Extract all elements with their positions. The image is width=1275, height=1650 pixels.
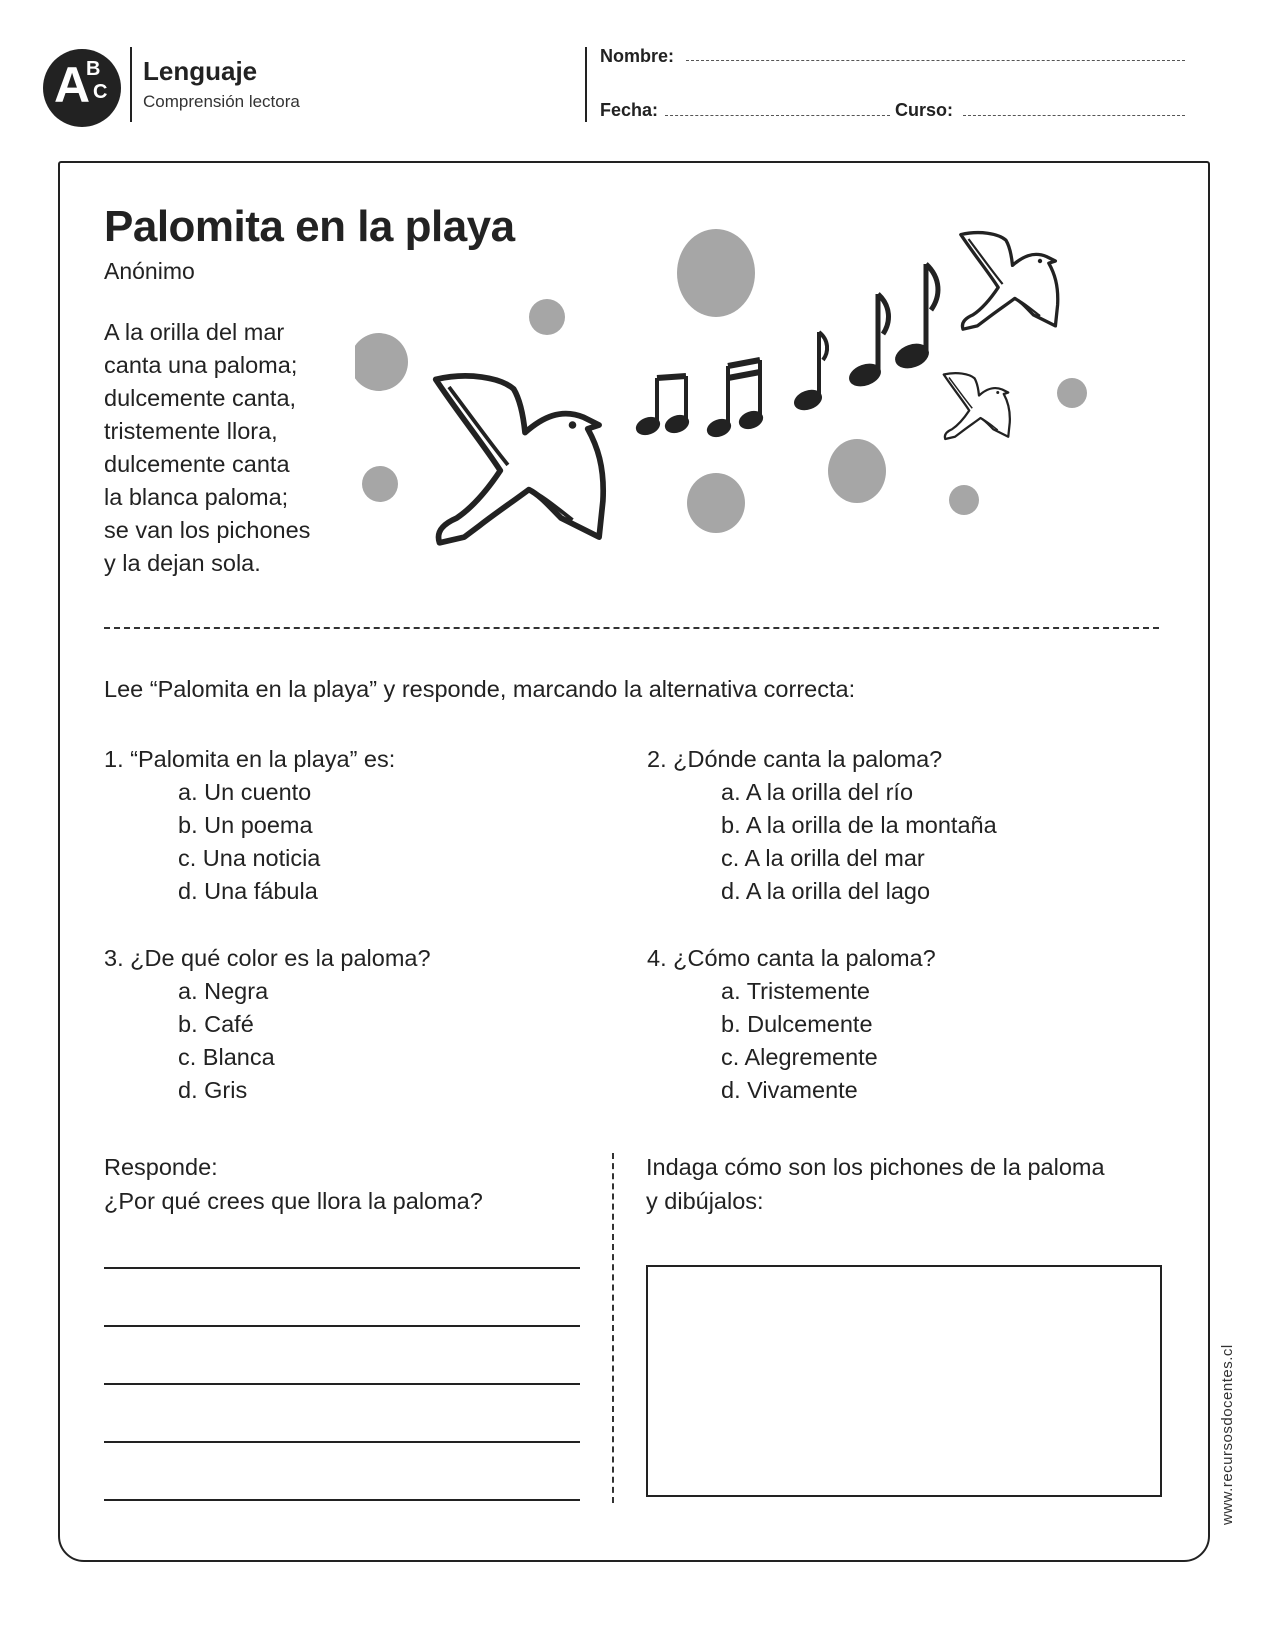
option-c[interactable]: c. A la orilla del mar [721,845,925,871]
option-c[interactable]: c. Alegremente [721,1044,878,1070]
logo-letter-c: C [93,81,108,103]
option-a[interactable]: a. Tristemente [721,978,870,1004]
name-field[interactable] [686,60,1185,61]
open-question [104,1150,483,1218]
drawing-task [646,1150,1105,1218]
dove-icon [436,376,603,543]
website-credit: www.recursosdocentes.cl [1219,1344,1236,1525]
answer-line[interactable] [104,1325,580,1327]
option-a[interactable]: a. Negra [178,978,269,1004]
poem-line: canta una paloma; [104,352,298,378]
column-divider [612,1153,614,1503]
poem-line: se van los pichones [104,517,311,543]
section-divider [104,627,1159,629]
option-a[interactable]: a. A la orilla del río [721,779,914,805]
question-text: 4. ¿Cómo canta la paloma? [647,945,936,971]
subject-subtitle: Comprensión lectora [143,92,300,111]
poem-line: dulcemente canta [104,451,290,477]
course-field[interactable] [963,115,1185,116]
answer-line[interactable] [104,1267,580,1269]
poem-line: dulcemente canta, [104,385,297,411]
open-question-text: ¿Por qué crees que llora la paloma? [104,1188,483,1214]
dove-illustration [355,228,1145,588]
question-3 [104,942,431,1107]
option-b[interactable]: b. A la orilla de la montaña [721,812,997,838]
question-text: 2. ¿Dónde canta la paloma? [647,746,943,772]
poem [104,316,310,580]
answer-line[interactable] [104,1499,580,1501]
music-note-icon [634,264,938,440]
drawing-box[interactable] [646,1265,1162,1497]
option-d[interactable]: d. Vivamente [721,1077,858,1103]
date-label: Fecha: [600,100,659,120]
poem-line: y la dejan sola. [104,550,261,576]
option-d[interactable]: d. Gris [178,1077,248,1103]
drawing-task-line1: Indaga cómo son los pichones de la paloma [646,1154,1105,1180]
logo-letter-b: B [86,58,101,80]
poem-line: A la orilla del mar [104,319,285,345]
option-b[interactable]: b. Café [178,1011,254,1037]
poem-line: tristemente llora, [104,418,278,444]
responde-label: Responde: [104,1154,218,1180]
course-label: Curso: [895,100,953,120]
question-1 [104,743,395,908]
option-c[interactable]: c. Una noticia [178,845,321,871]
question-text: 3. ¿De qué color es la paloma? [104,945,431,971]
option-c[interactable]: c. Blanca [178,1044,275,1070]
answer-line[interactable] [104,1441,580,1443]
dove-icon [961,233,1058,330]
header-divider-fields [585,47,587,122]
option-d[interactable]: d. A la orilla del lago [721,878,931,904]
abc-logo [43,49,121,127]
subject-title: Lenguaje [143,56,258,86]
question-2 [647,743,997,908]
answer-line[interactable] [104,1383,580,1385]
option-a[interactable]: a. Un cuento [178,779,312,805]
date-field[interactable] [665,115,890,116]
option-d[interactable]: d. Una fábula [178,878,318,904]
option-b[interactable]: b. Un poema [178,812,313,838]
option-b[interactable]: b. Dulcemente [721,1011,873,1037]
logo-letter-a: A [54,57,91,113]
question-text: 1. “Palomita en la playa” es: [104,746,396,772]
header-divider [130,47,132,122]
dove-icon [944,373,1010,439]
poem-line: la blanca paloma; [104,484,289,510]
reading-title: Palomita en la playa [104,202,515,251]
name-label: Nombre: [600,46,675,66]
drawing-task-line2: y dibújalos: [646,1188,764,1214]
instruction-text: Lee “Palomita en la playa” y responde, marcando la alternativa correcta: [104,676,856,702]
question-4 [647,942,936,1107]
reading-author: Anónimo [104,258,195,284]
